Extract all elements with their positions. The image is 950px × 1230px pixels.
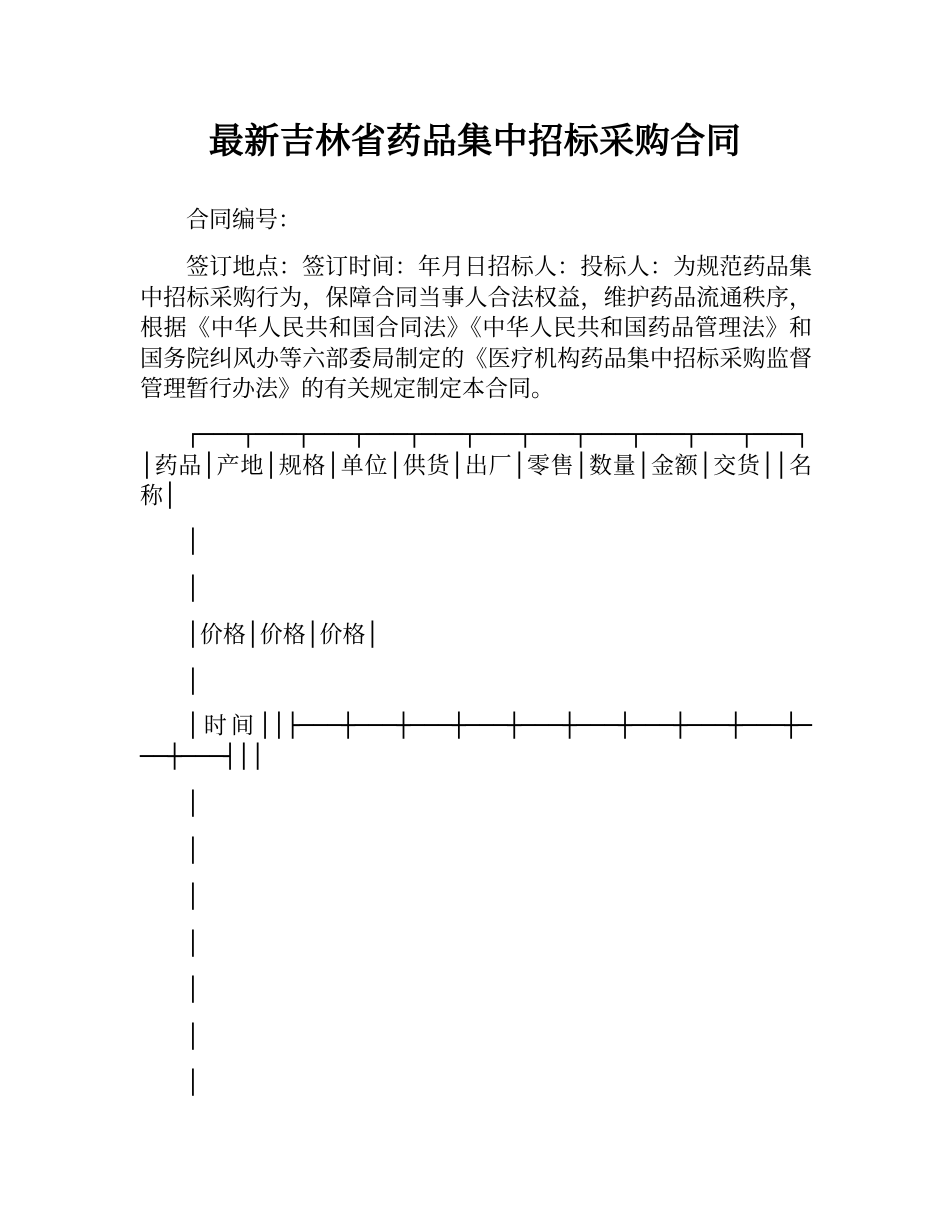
table-vertical-bar: │: [186, 838, 200, 864]
table-vertical-bar: │: [186, 1024, 200, 1050]
table-vertical-bar: │: [186, 1070, 200, 1096]
table-vertical-bar: │: [186, 977, 200, 1003]
table-header-text: ┌───┬───┬───┬───┬───┬───┬───┬───┬───┬───┬───┐│药品│产地│规格│单位│供货│出厂│零售│数量│金额│交货││名称│: [140, 422, 812, 509]
table-vertical-bar: │: [186, 931, 200, 957]
table-vertical-bar: │: [186, 669, 200, 695]
table-price-row: │价格│价格│价格│: [186, 622, 380, 648]
table-time-row-text: │时间││├───┼───┼───┼───┼───┼───┼───┼───┼───┼───┼───┤││: [140, 713, 812, 770]
table-vertical-bar: │: [186, 529, 200, 555]
contract-number-line: 合同编号：: [186, 207, 301, 233]
table-vertical-bar: │: [186, 791, 200, 817]
document-title: 最新吉林省药品集中招标采购合同: [208, 122, 742, 162]
table-vertical-bar: │: [186, 884, 200, 910]
intro-paragraph: 签订地点：签订时间：年月日招标人：投标人：为规范药品集中招标采购行为，保障合同当事人合法权益，维护药品流通秩序，根据《中华人民共和国合同法》《中华人民共和国药品管理法》和国务院纠风办等六部委局制定的《医疗机构药品集中招标采购监督管理暂行办法》的有关规定制定本合同。: [140, 254, 812, 402]
table-vertical-bar: │: [186, 576, 200, 602]
